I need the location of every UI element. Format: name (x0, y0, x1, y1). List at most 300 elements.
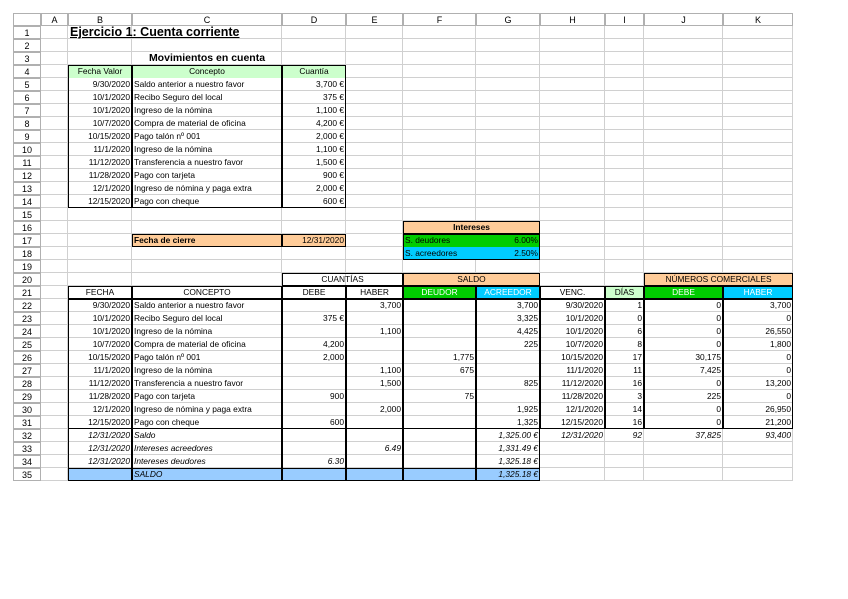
row-header[interactable]: 4 (13, 65, 41, 78)
grid-cell[interactable] (605, 52, 644, 65)
liquidacion-cell[interactable]: Compra de material de oficina (134, 339, 246, 349)
movimiento-concepto[interactable]: Ingreso de la nómina (134, 144, 213, 154)
grid-cell[interactable] (644, 143, 723, 156)
grid-cell[interactable] (41, 221, 68, 234)
column-header[interactable]: K (723, 13, 793, 26)
liquidacion-cell[interactable] (403, 338, 476, 351)
row-header[interactable]: 8 (13, 117, 41, 130)
grid-cell[interactable] (605, 273, 644, 286)
row-header[interactable]: 24 (13, 325, 41, 338)
liquidacion-header[interactable]: ACREEDOR (476, 286, 540, 299)
grid-cell[interactable] (476, 78, 540, 91)
grid-cell[interactable] (723, 104, 793, 117)
liquidacion-cell[interactable]: 12/1/2020 (565, 404, 603, 414)
grid-cell[interactable] (403, 104, 476, 117)
grid-cell[interactable] (605, 117, 644, 130)
liquidacion-cell[interactable]: 675 (460, 365, 474, 375)
movimiento-concepto[interactable]: Pago talón nº 001 (134, 131, 201, 141)
grid-cell[interactable] (403, 260, 476, 273)
movimientos-heading[interactable]: Movimientos en cuenta (148, 52, 266, 64)
liquidacion-cell[interactable]: 10/7/2020 (565, 339, 603, 349)
liquidacion-cell[interactable] (282, 403, 346, 416)
grid-cell[interactable] (282, 221, 346, 234)
movimiento-concepto[interactable]: Saldo anterior a nuestro favor (134, 79, 245, 89)
grid-cell[interactable] (403, 52, 476, 65)
grid-cell[interactable] (540, 104, 605, 117)
saldo-cell[interactable]: 93,400 (765, 430, 791, 440)
grid-cell[interactable] (403, 65, 476, 78)
grid-cell[interactable] (644, 442, 723, 455)
liquidacion-cell[interactable]: 10/1/2020 (565, 326, 603, 336)
grid-cell[interactable] (540, 234, 605, 247)
column-header[interactable]: J (644, 13, 723, 26)
grid-cell[interactable] (723, 52, 793, 65)
grid-cell[interactable] (68, 208, 132, 221)
intereses-liquidacion-cell[interactable] (403, 455, 476, 468)
liquidacion-cell[interactable]: Pago talón nº 001 (134, 352, 201, 362)
group-numeros-comerciales[interactable]: NÚMEROS COMERCIALES (644, 273, 793, 286)
saldo-cell[interactable] (403, 429, 476, 442)
liquidacion-cell[interactable] (403, 312, 476, 325)
movimiento-fecha[interactable]: 10/1/2020 (92, 105, 130, 115)
grid-cell[interactable] (605, 169, 644, 182)
intereses-acreedores-label[interactable]: S. acreedores (403, 247, 476, 260)
liquidacion-cell[interactable]: 3,700 (517, 300, 538, 310)
grid-cell[interactable] (723, 91, 793, 104)
liquidacion-cell[interactable] (346, 351, 403, 364)
liquidacion-header[interactable]: DÍAS (605, 286, 644, 299)
intereses-liquidacion-cell[interactable]: Intereses acreedores (134, 443, 213, 453)
grid-cell[interactable] (605, 65, 644, 78)
saldo-cell[interactable]: Saldo (134, 430, 156, 440)
grid-cell[interactable] (346, 130, 403, 143)
grid-cell[interactable] (644, 195, 723, 208)
row-header[interactable]: 20 (13, 273, 41, 286)
grid-cell[interactable] (723, 39, 793, 52)
grid-cell[interactable] (644, 260, 723, 273)
grid-cell[interactable] (476, 52, 540, 65)
grid-cell[interactable] (605, 78, 644, 91)
grid-cell[interactable] (403, 26, 476, 39)
row-header[interactable]: 10 (13, 143, 41, 156)
row-header[interactable]: 25 (13, 338, 41, 351)
grid-cell[interactable] (723, 117, 793, 130)
grid-cell[interactable] (41, 468, 68, 481)
grid-cell[interactable] (403, 143, 476, 156)
liquidacion-cell[interactable] (282, 377, 346, 390)
grid-cell[interactable] (68, 260, 132, 273)
grid-cell[interactable] (723, 182, 793, 195)
intereses-liquidacion-cell[interactable]: 1,331.49 € (498, 443, 538, 453)
liquidacion-cell[interactable]: 0 (716, 300, 721, 310)
grid-cell[interactable] (346, 247, 403, 260)
saldo-cell[interactable] (346, 429, 403, 442)
column-header[interactable]: G (476, 13, 540, 26)
row-header[interactable]: 2 (13, 39, 41, 52)
movimiento-fecha[interactable]: 11/1/2020 (93, 144, 130, 154)
movimientos-header[interactable]: Fecha Valor (68, 65, 132, 78)
grid-cell[interactable] (68, 273, 132, 286)
grid-cell[interactable] (723, 78, 793, 91)
liquidacion-cell[interactable]: 11/28/2020 (561, 391, 603, 401)
movimiento-fecha[interactable]: 12/1/2020 (92, 183, 130, 193)
saldo-final-cell[interactable] (68, 468, 132, 481)
liquidacion-cell[interactable]: 75 (464, 391, 474, 401)
row-header[interactable]: 31 (13, 416, 41, 429)
grid-cell[interactable] (605, 195, 644, 208)
grid-cell[interactable] (403, 91, 476, 104)
liquidacion-cell[interactable]: 7,425 (700, 365, 721, 375)
intereses-liquidacion-cell[interactable] (403, 442, 476, 455)
grid-cell[interactable] (41, 286, 68, 299)
saldo-cell[interactable]: 92 (632, 430, 642, 440)
liquidacion-cell[interactable]: 0 (716, 404, 721, 414)
movimiento-fecha[interactable]: 11/28/2020 (88, 170, 130, 180)
grid-cell[interactable] (68, 234, 132, 247)
liquidacion-cell[interactable]: 12/1/2020 (92, 404, 130, 414)
row-header[interactable]: 17 (13, 234, 41, 247)
grid-cell[interactable] (41, 195, 68, 208)
grid-cell[interactable] (346, 182, 403, 195)
grid-cell[interactable] (540, 130, 605, 143)
row-header[interactable]: 32 (13, 429, 41, 442)
grid-cell[interactable] (346, 65, 403, 78)
grid-cell[interactable] (644, 91, 723, 104)
liquidacion-cell[interactable]: 6 (637, 326, 642, 336)
grid-cell[interactable] (605, 39, 644, 52)
liquidacion-cell[interactable] (403, 377, 476, 390)
grid-cell[interactable] (41, 91, 68, 104)
row-header[interactable]: 12 (13, 169, 41, 182)
grid-cell[interactable] (41, 117, 68, 130)
grid-cell[interactable] (605, 104, 644, 117)
movimiento-cuantia[interactable]: 375 € (323, 92, 344, 102)
grid-cell[interactable] (476, 182, 540, 195)
row-header[interactable]: 27 (13, 364, 41, 377)
grid-cell[interactable] (132, 273, 282, 286)
liquidacion-cell[interactable]: 1,325 (517, 417, 538, 427)
grid-cell[interactable] (41, 130, 68, 143)
liquidacion-cell[interactable]: 0 (716, 417, 721, 427)
grid-cell[interactable] (282, 208, 346, 221)
liquidacion-cell[interactable]: 12/15/2020 (561, 417, 603, 427)
grid-cell[interactable] (346, 156, 403, 169)
intereses-liquidacion-cell[interactable]: 12/31/2020 (88, 443, 130, 453)
movimiento-fecha[interactable]: 11/12/2020 (88, 157, 130, 167)
saldo-final-cell[interactable]: SALDO (132, 468, 282, 481)
grid-cell[interactable] (41, 234, 68, 247)
liquidacion-cell[interactable]: 11/1/2020 (566, 365, 603, 375)
liquidacion-header[interactable]: CONCEPTO (183, 287, 231, 297)
grid-cell[interactable] (644, 247, 723, 260)
liquidacion-cell[interactable]: 4,425 (517, 326, 538, 336)
liquidacion-cell[interactable] (346, 312, 403, 325)
liquidacion-cell[interactable]: 1,925 (517, 404, 538, 414)
liquidacion-cell[interactable]: 10/1/2020 (565, 313, 603, 323)
liquidacion-cell[interactable]: 11/12/2020 (561, 378, 603, 388)
liquidacion-cell[interactable] (476, 390, 540, 403)
grid-cell[interactable] (605, 260, 644, 273)
intereses-liquidacion-cell[interactable]: 1,325.18 € (498, 456, 538, 466)
row-header[interactable]: 11 (13, 156, 41, 169)
liquidacion-cell[interactable] (282, 299, 346, 312)
liquidacion-cell[interactable]: 1,800 (770, 339, 791, 349)
liquidacion-cell[interactable]: 11 (633, 365, 642, 375)
grid-cell[interactable] (540, 39, 605, 52)
grid-cell[interactable] (540, 195, 605, 208)
liquidacion-cell[interactable]: 3 (637, 391, 642, 401)
grid-cell[interactable] (476, 104, 540, 117)
liquidacion-cell[interactable]: 0 (637, 313, 642, 323)
liquidacion-cell[interactable]: 26,950 (765, 404, 791, 414)
grid-cell[interactable] (723, 156, 793, 169)
grid-cell[interactable] (540, 26, 605, 39)
liquidacion-cell[interactable]: 1,775 (453, 352, 474, 362)
grid-cell[interactable] (540, 260, 605, 273)
liquidacion-header[interactable]: HABER (723, 286, 793, 299)
column-header[interactable]: I (605, 13, 644, 26)
grid-cell[interactable] (41, 78, 68, 91)
liquidacion-cell[interactable] (282, 364, 346, 377)
liquidacion-cell[interactable]: 0 (786, 391, 791, 401)
liquidacion-cell[interactable] (282, 325, 346, 338)
intereses-liquidacion-cell[interactable]: 12/31/2020 (88, 456, 130, 466)
row-header[interactable]: 30 (13, 403, 41, 416)
grid-cell[interactable] (346, 52, 403, 65)
grid-cell[interactable] (41, 312, 68, 325)
grid-cell[interactable] (346, 208, 403, 221)
grid-cell[interactable] (644, 468, 723, 481)
intereses-heading[interactable]: Intereses (403, 221, 540, 234)
column-header[interactable]: C (132, 13, 282, 26)
liquidacion-cell[interactable]: 600 (330, 417, 344, 427)
saldo-final-cell[interactable] (403, 468, 476, 481)
grid-cell[interactable] (540, 247, 605, 260)
liquidacion-cell[interactable]: Pago con cheque (134, 417, 200, 427)
liquidacion-cell[interactable]: 225 (707, 391, 721, 401)
grid-cell[interactable] (403, 156, 476, 169)
grid-cell[interactable] (132, 39, 282, 52)
liquidacion-cell[interactable]: 1,100 (380, 326, 401, 336)
grid-cell[interactable] (605, 156, 644, 169)
intereses-acreedores-value[interactable]: 2.50% (476, 247, 540, 260)
liquidacion-header[interactable]: VENC. (559, 287, 586, 297)
row-header[interactable]: 3 (13, 52, 41, 65)
saldo-final-cell[interactable]: 1,325.18 € (476, 468, 540, 481)
liquidacion-cell[interactable]: Transferencia a nuestro favor (134, 378, 244, 388)
liquidacion-cell[interactable]: 11/1/2020 (93, 365, 130, 375)
liquidacion-cell[interactable]: 0 (786, 365, 791, 375)
liquidacion-cell[interactable]: 10/15/2020 (88, 352, 130, 362)
liquidacion-cell[interactable]: 21,200 (765, 417, 791, 427)
grid-cell[interactable] (41, 299, 68, 312)
grid-cell[interactable] (476, 143, 540, 156)
grid-cell[interactable] (41, 65, 68, 78)
liquidacion-cell[interactable]: 17 (632, 352, 642, 362)
grid-cell[interactable] (540, 455, 605, 468)
liquidacion-cell[interactable] (403, 403, 476, 416)
grid-cell[interactable] (476, 91, 540, 104)
liquidacion-cell[interactable]: 3,325 (517, 313, 538, 323)
movimientos-header[interactable]: Concepto (132, 65, 282, 78)
liquidacion-cell[interactable]: 0 (716, 326, 721, 336)
grid-cell[interactable] (403, 130, 476, 143)
grid-cell[interactable] (723, 442, 793, 455)
grid-cell[interactable] (476, 130, 540, 143)
grid-cell[interactable] (644, 455, 723, 468)
grid-cell[interactable] (605, 143, 644, 156)
column-header[interactable]: D (282, 13, 346, 26)
intereses-deudores-label[interactable]: S. deudores (403, 234, 476, 247)
grid-cell[interactable] (476, 26, 540, 39)
grid-cell[interactable] (540, 117, 605, 130)
liquidacion-cell[interactable]: 10/1/2020 (92, 326, 130, 336)
row-header[interactable]: 33 (13, 442, 41, 455)
liquidacion-cell[interactable]: 225 (524, 339, 538, 349)
liquidacion-header[interactable]: HABER (360, 287, 389, 297)
grid-cell[interactable] (282, 39, 346, 52)
grid-cell[interactable] (346, 260, 403, 273)
grid-cell[interactable] (723, 195, 793, 208)
grid-cell[interactable] (723, 143, 793, 156)
intereses-deudores-value[interactable]: 6.00% (476, 234, 540, 247)
movimiento-cuantia[interactable]: 1,100 € (316, 105, 344, 115)
grid-cell[interactable] (41, 52, 68, 65)
grid-cell[interactable] (605, 130, 644, 143)
grid-cell[interactable] (540, 78, 605, 91)
liquidacion-cell[interactable]: 16 (632, 417, 642, 427)
grid-cell[interactable] (605, 221, 644, 234)
movimiento-concepto[interactable]: Pago con cheque (134, 196, 200, 206)
grid-cell[interactable] (346, 169, 403, 182)
liquidacion-cell[interactable]: 1,100 (380, 365, 401, 375)
row-header[interactable]: 21 (13, 286, 41, 299)
liquidacion-cell[interactable]: 12/15/2020 (88, 417, 130, 427)
grid-cell[interactable] (605, 468, 644, 481)
grid-cell[interactable] (41, 351, 68, 364)
grid-cell[interactable] (346, 39, 403, 52)
saldo-final-cell[interactable] (346, 468, 403, 481)
grid-cell[interactable] (132, 208, 282, 221)
grid-cell[interactable] (644, 221, 723, 234)
grid-cell[interactable] (403, 78, 476, 91)
liquidacion-cell[interactable] (476, 364, 540, 377)
movimiento-fecha[interactable]: 12/15/2020 (88, 196, 130, 206)
movimiento-fecha[interactable]: 9/30/2020 (92, 79, 130, 89)
grid-cell[interactable] (41, 273, 68, 286)
grid-cell[interactable] (41, 260, 68, 273)
grid-cell[interactable] (41, 143, 68, 156)
row-header[interactable]: 22 (13, 299, 41, 312)
grid-cell[interactable] (41, 169, 68, 182)
grid-cell[interactable] (346, 91, 403, 104)
grid-cell[interactable] (346, 104, 403, 117)
grid-cell[interactable] (540, 182, 605, 195)
grid-cell[interactable] (644, 234, 723, 247)
grid-cell[interactable] (605, 182, 644, 195)
liquidacion-cell[interactable]: 10/15/2020 (561, 352, 603, 362)
liquidacion-header[interactable]: DEBE (644, 286, 723, 299)
intereses-liquidacion-cell[interactable]: 6.30 (327, 456, 344, 466)
grid-cell[interactable] (723, 169, 793, 182)
liquidacion-cell[interactable] (403, 325, 476, 338)
grid-cell[interactable] (605, 26, 644, 39)
grid-cell[interactable] (41, 104, 68, 117)
liquidacion-cell[interactable] (476, 351, 540, 364)
saldo-final-cell[interactable] (282, 468, 346, 481)
liquidacion-cell[interactable]: 0 (786, 352, 791, 362)
row-header[interactable]: 34 (13, 455, 41, 468)
group-saldo[interactable]: SALDO (403, 273, 540, 286)
movimiento-cuantia[interactable]: 600 € (323, 196, 344, 206)
row-header[interactable]: 29 (13, 390, 41, 403)
grid-cell[interactable] (403, 117, 476, 130)
grid-cell[interactable] (540, 221, 605, 234)
grid-cell[interactable] (41, 325, 68, 338)
grid-cell[interactable] (476, 208, 540, 221)
movimiento-fecha[interactable]: 10/1/2020 (92, 92, 130, 102)
liquidacion-cell[interactable]: 2,000 (380, 404, 401, 414)
row-header[interactable]: 13 (13, 182, 41, 195)
row-header[interactable]: 28 (13, 377, 41, 390)
liquidacion-cell[interactable] (346, 390, 403, 403)
liquidacion-cell[interactable]: 30,175 (695, 352, 721, 362)
liquidacion-cell[interactable]: 9/30/2020 (92, 300, 130, 310)
grid-cell[interactable] (476, 169, 540, 182)
fecha-cierre-value[interactable]: 12/31/2020 (282, 234, 346, 247)
grid-cell[interactable] (540, 156, 605, 169)
group-cuantias[interactable]: CUANTÍAS (321, 274, 364, 284)
liquidacion-cell[interactable]: Ingreso de la nómina (134, 326, 213, 336)
grid-cell[interactable] (723, 65, 793, 78)
grid-cell[interactable] (41, 39, 68, 52)
fecha-cierre-label[interactable]: Fecha de cierre (132, 234, 282, 247)
liquidacion-cell[interactable]: Pago con tarjeta (134, 391, 195, 401)
grid-cell[interactable] (41, 403, 68, 416)
liquidacion-cell[interactable] (346, 416, 403, 429)
select-all-corner[interactable] (13, 13, 41, 26)
grid-cell[interactable] (476, 117, 540, 130)
saldo-cell[interactable]: 37,825 (695, 430, 721, 440)
grid-cell[interactable] (132, 260, 282, 273)
grid-cell[interactable] (346, 143, 403, 156)
grid-cell[interactable] (605, 91, 644, 104)
liquidacion-cell[interactable]: 3,700 (380, 300, 401, 310)
row-header[interactable]: 15 (13, 208, 41, 221)
liquidacion-cell[interactable]: 900 (330, 391, 344, 401)
grid-cell[interactable] (723, 26, 793, 39)
grid-cell[interactable] (723, 130, 793, 143)
grid-cell[interactable] (476, 260, 540, 273)
movimiento-cuantia[interactable]: 2,000 € (316, 131, 344, 141)
liquidacion-cell[interactable]: 2,000 (323, 352, 344, 362)
liquidacion-cell[interactable]: 8 (637, 339, 642, 349)
liquidacion-cell[interactable]: Ingreso de nómina y paga extra (134, 404, 252, 414)
grid-cell[interactable] (476, 195, 540, 208)
movimiento-fecha[interactable]: 10/7/2020 (92, 118, 130, 128)
grid-cell[interactable] (346, 221, 403, 234)
liquidacion-header[interactable]: DEBE (302, 287, 326, 297)
grid-cell[interactable] (540, 208, 605, 221)
saldo-cell[interactable]: 12/31/2020 (561, 430, 603, 440)
row-header[interactable]: 1 (13, 26, 41, 39)
grid-cell[interactable] (644, 208, 723, 221)
liquidacion-cell[interactable] (403, 416, 476, 429)
row-header[interactable]: 19 (13, 260, 41, 273)
movimiento-cuantia[interactable]: 900 € (323, 170, 344, 180)
liquidacion-cell[interactable]: 825 (524, 378, 538, 388)
column-header[interactable]: A (41, 13, 68, 26)
